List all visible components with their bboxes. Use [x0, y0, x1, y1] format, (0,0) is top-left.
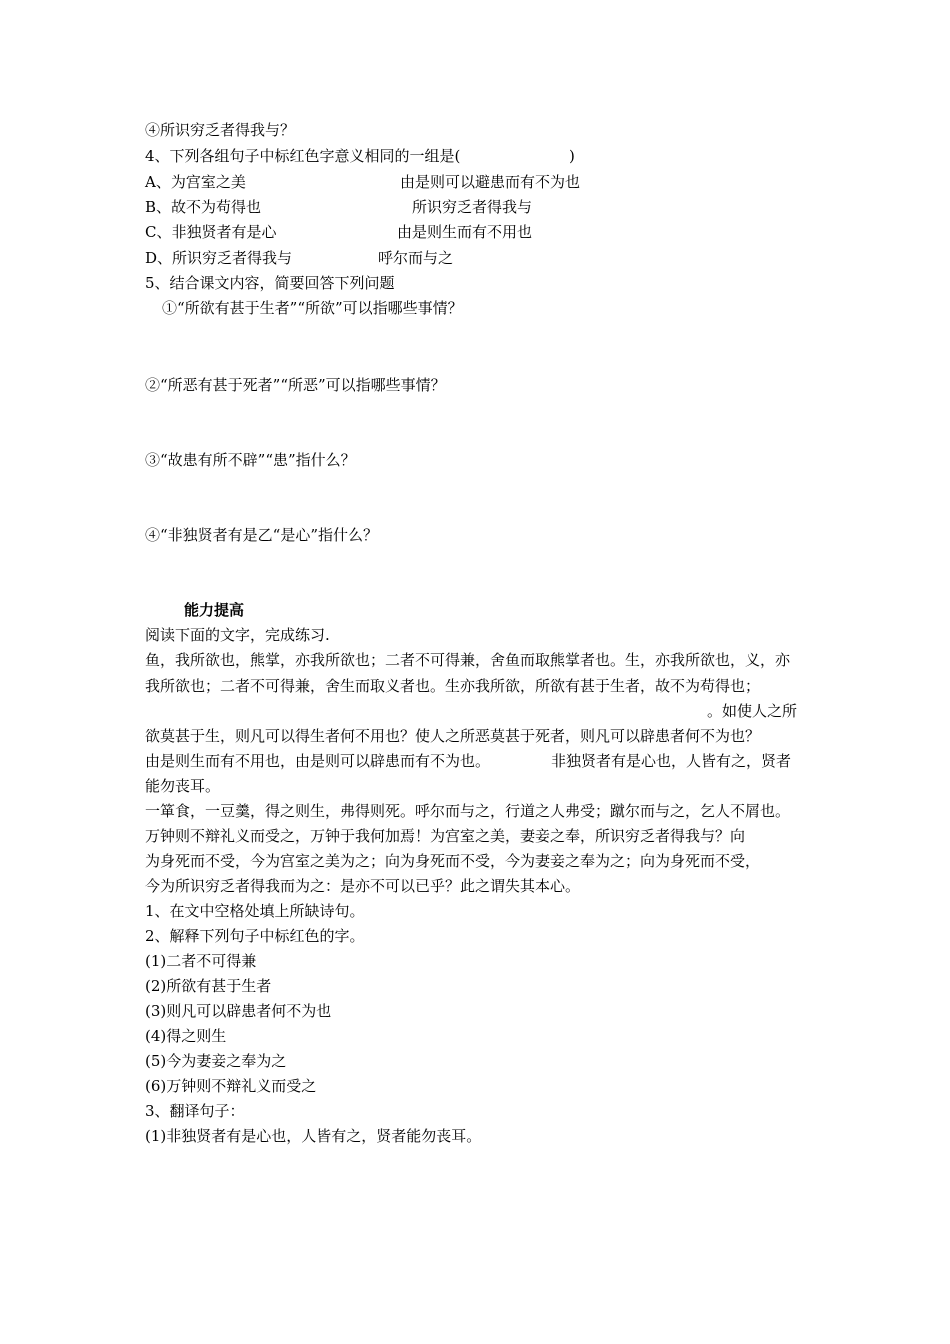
option-d-right: 呼尔而与之 — [378, 249, 454, 267]
prev-question-item-4: ④所识穷乏者得我与？ — [145, 121, 296, 139]
reading-instruction: 阅读下面的文字，完成练习. — [145, 626, 330, 644]
passage-line-5b: 非独贤者有是心也，人皆有之，贤者 — [551, 752, 792, 770]
passage-line-8: 万钟则不辩礼义而受之，万钟于我何加焉！为宫室之美，妻妾之奉，所识穷乏者得我与？向 — [145, 827, 746, 845]
question-5-item-4: ④“非独贤者有是乙“是心”指什么？ — [145, 526, 379, 544]
passage-line-7: 一箪食，一豆羹，得之则生，弗得则死。呼尔而与之，行道之人弗受；蹴尔而与之，乞人不屑也。 — [145, 802, 791, 820]
option-c-left: C、非独贤者有是心 — [145, 223, 277, 241]
exercise-2-item-4: (4)得之则生 — [145, 1027, 227, 1045]
question-5-item-3: ③“故患有所不辟”“患”指什么？ — [145, 451, 356, 469]
exercise-3-item-1: (1)非独贤者有是心也，人皆有之，贤者能勿丧耳。 — [145, 1127, 482, 1145]
option-a-left: A、为宫室之美 — [145, 173, 246, 191]
passage-line-2: 我所欲也；二者不可得兼，舍生而取义者也。生亦我所欲，所欲有甚于生者，故不为苟得也； — [145, 677, 761, 695]
question-5-item-2: ②“所恶有甚于死者”“所恶”可以指哪些事情？ — [145, 376, 446, 394]
question-5-item-1: ①“所欲有甚于生者”“所欲”可以指哪些事情？ — [162, 299, 463, 317]
question-4-text: 4、下列各组句子中标红色字意义相同的一组是( — [145, 147, 461, 165]
exercise-2-item-3: (3)则凡可以辟患者何不为也 — [145, 1002, 332, 1020]
option-b-right: 所识穷乏者得我与 — [412, 198, 533, 216]
option-d-left: D、所识穷乏者得我与 — [145, 249, 293, 267]
exercise-3: 3、翻译句子： — [145, 1102, 245, 1120]
passage-line-6: 能勿丧耳。 — [145, 777, 221, 795]
passage-line-5: 由是则生而有不用也，由是则可以辟患而有不为也。 — [145, 752, 491, 770]
exercise-1: 1、在文中空格处填上所缺诗句。 — [145, 902, 365, 920]
exercise-2: 2、解释下列句子中标红色的字。 — [145, 927, 365, 945]
question-4-close-paren: ) — [569, 147, 575, 165]
question-5-stem: 5、结合课文内容，简要回答下列问题 — [145, 274, 395, 292]
exercise-2-item-5: (5)今为妻妾之奉为之 — [145, 1052, 287, 1070]
passage-line-4: 欲莫甚于生，则凡可以得生者何不用也？使人之所恶莫甚于死者，则凡可以辟患者何不为也？ — [145, 727, 761, 745]
option-c-right: 由是则生而有不用也 — [397, 223, 533, 241]
passage-line-10: 今为所识穷乏者得我而为之：是亦不可以已乎？此之谓失其本心。 — [145, 877, 581, 895]
passage-line-1: 鱼，我所欲也，熊掌，亦我所欲也；二者不可得兼，舍鱼而取熊掌者也。生，亦我所欲也，义，亦 — [145, 651, 791, 669]
passage-line-3: 。如使人之所 — [707, 702, 798, 720]
exercise-2-item-1: (1)二者不可得兼 — [145, 952, 257, 970]
option-a-right: 由是则可以避患而有不为也 — [400, 173, 581, 191]
exercise-2-item-2: (2)所欲有甚于生者 — [145, 977, 272, 995]
question-4-stem — [145, 146, 460, 166]
exercise-2-item-6: (6)万钟则不辩礼义而受之 — [145, 1077, 317, 1095]
option-b-left: B、故不为苟得也 — [145, 198, 262, 216]
passage-line-9: 为身死而不受，今为宫室之美为之；向为身死而不受，今为妻妾之奉为之；向为身死而不受， — [145, 852, 761, 870]
section-heading: 能力提高 — [184, 601, 245, 619]
